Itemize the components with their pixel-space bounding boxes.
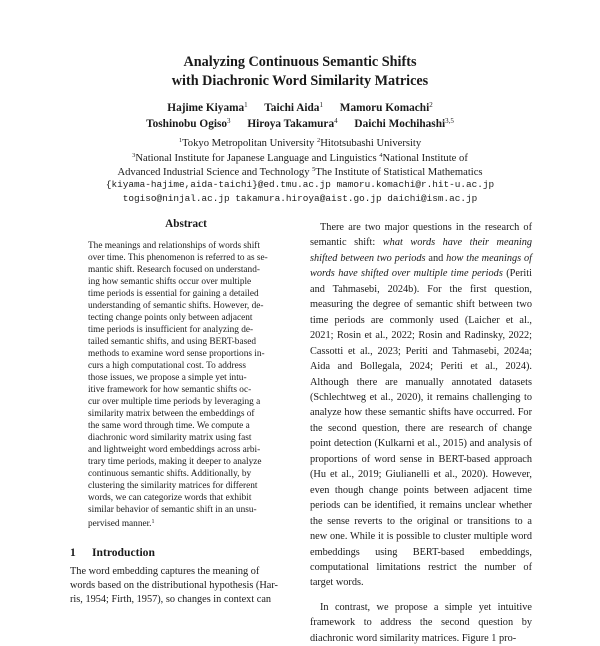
author-name: Toshinobu Ogiso: [146, 118, 228, 130]
affiliation-text: National Institute for Japanese Language and Linguistics: [135, 153, 380, 164]
para1-text-c: (Periti and Tahmasebi, 2024b). For the first question, measuring the degree of semantic shift between two time periods are commonly used (Laicher et al., 2021; Rosin et al., 2022; Rosin and Radinsky, 2022; Cassotti et al., 2023; Periti and Tahmasebi, 2024a; Aida and Bollegala, 2024; Periti et al., 2024). Although there are manually annotated datasets (Schlechtweg et al., 2020), it remains challenging to analyze how these semantic shifts have occurred. For the second question, there are research of change point detection (Kulkarni et al., 2015) and analysis of proportions of word sense in BERT-based approach (Hu et al., 2019; Giulianelli et al., 2020). However, even though change points between adjacent time periods can be identified, it remains unclear whether the sense reverts to the original or transitions to a new one. While it is possible to cluster multiple word embeddings using BERT-based embeddings, computational limitations restrict the number of target words.: [310, 268, 532, 589]
email-line-1: {kiyama-hajime,aida-taichi}@ed.tmu.ac.jp mamoru.komachi@r.hit-u.ac.jp: [105, 179, 495, 190]
abstract-line: methods to examine word sense proportions in-: [88, 349, 265, 360]
introduction-line: The word embedding captures the meaning of: [70, 566, 260, 577]
abstract-line: itive framework for how semantic shifts oc-: [88, 385, 252, 396]
abstract-line: time periods is essential for gaining a detailed: [88, 289, 259, 300]
affiliation-mark: 1: [178, 137, 183, 144]
abstract-line: words, we can categorize words that exhibit: [88, 493, 252, 504]
author-affiliation-mark: 4: [334, 117, 338, 125]
abstract-line: understanding of semantic shifts. However, de-: [88, 301, 264, 312]
affiliation-text: Hitotsubashi University: [320, 138, 422, 149]
author-name: Hiroya Takamura: [247, 118, 335, 130]
introduction-line: ris, 1954; Firth, 1957), so changes in context can: [70, 594, 272, 605]
email-line-2: togiso@ninjal.ac.jp takamura.hiroya@aist.go.jp daichi@ism.ac.jp: [122, 193, 478, 204]
section-heading: [70, 546, 155, 559]
abstract-line: ing how semantic shifts occur over multiple: [88, 277, 252, 288]
abstract-line: and lightweight word embeddings across arbi-: [88, 445, 261, 456]
author-affiliation-mark: 2: [429, 101, 433, 109]
author-affiliation-mark: 3,5: [445, 117, 454, 125]
author-affiliation-mark: 1: [319, 101, 323, 109]
abstract-line: those issues, we propose a simple yet intu-: [88, 373, 247, 384]
abstract-line: [88, 516, 284, 530]
footnote-mark: 1: [151, 519, 155, 526]
abstract-line: continuous semantic shifts. Additionally, by: [88, 469, 252, 480]
abstract-line: The meanings and relationships of words shift: [88, 241, 260, 251]
para1-question-2: how the meanings of words have shifted over multiple time periods: [310, 252, 532, 280]
right-column: [310, 220, 532, 646]
abstract-line: tailed semantic shifts, and using BERT-based: [88, 337, 256, 348]
author-name: Hajime Kiyama: [167, 102, 245, 114]
author-affiliation-mark: 3: [227, 117, 231, 125]
paper-title-line-1: Analyzing Continuous Semantic Shifts: [183, 54, 417, 70]
affiliation-mark: 3: [132, 152, 136, 159]
affiliation-mark: 2: [316, 137, 321, 144]
affiliation-text: The Institute of Statistical Mathematics: [315, 167, 483, 178]
abstract-line: diachronic word similarity matrix using fast: [88, 433, 252, 444]
introduction-body: [70, 565, 300, 607]
section-title: Introduction: [92, 546, 155, 559]
abstract-line: similar behavior of semantic shift in an unsu-: [88, 505, 257, 516]
abstract-line: mantic shift. Research focused on understand-: [88, 265, 260, 276]
section-number: 1: [70, 546, 76, 559]
right-paragraph-2: In contrast, we propose a simple yet intuitive framework to address the second question by diachronic word similarity matrices. Figure 1 pro-: [310, 601, 532, 644]
affiliation-mark: 5: [312, 166, 316, 173]
introduction-line: words based on the distributional hypothesis (Har-: [70, 580, 278, 591]
abstract-line: clustering the similarity matrices for different: [88, 481, 258, 492]
abstract-line: trary time periods, making it deeper to analyze: [88, 457, 262, 468]
affiliation-text: Advanced Industrial Science and Technology: [117, 167, 313, 178]
abstract-line: tecting change points only between adjacent: [88, 313, 253, 324]
affiliation-mark: 4: [379, 152, 383, 159]
para1-text-b: and: [425, 252, 447, 264]
abstract-body: [88, 240, 284, 530]
abstract-line: time periods is insufficient for analyzing de-: [88, 325, 254, 336]
author-line-2: [0, 114, 600, 132]
abstract-line: the same word through time. We compute a: [88, 421, 250, 432]
affiliation-text: National Institute of: [382, 153, 468, 164]
author-name: Daichi Mochihashi: [354, 118, 446, 130]
right-paragraph-1: [310, 220, 532, 591]
author-affiliation-mark: 1: [244, 101, 248, 109]
abstract-line: over time. This phenomenon is referred to as se-: [88, 253, 268, 264]
abstract-heading: Abstract: [165, 218, 207, 230]
author-name: Mamoru Komachi: [339, 102, 430, 114]
author-name: Taichi Aida: [264, 102, 320, 114]
abstract-line: cur over multiple time periods by leveraging a: [88, 397, 261, 408]
abstract-line: curs a high computational cost. To address: [88, 361, 246, 372]
abstract-line: similarity matrix between the embeddings of: [88, 409, 255, 420]
abstract-line-text: pervised manner.: [88, 519, 152, 530]
affiliation-text: Tokyo Metropolitan University: [182, 138, 317, 149]
para1-question-1: what words have their meaning shifted between two periods: [310, 237, 533, 264]
para1-text-a: There are two major questions in the research of semantic shift:: [310, 222, 532, 249]
paper-title-line-2: with Diachronic Word Similarity Matrices: [171, 73, 429, 89]
